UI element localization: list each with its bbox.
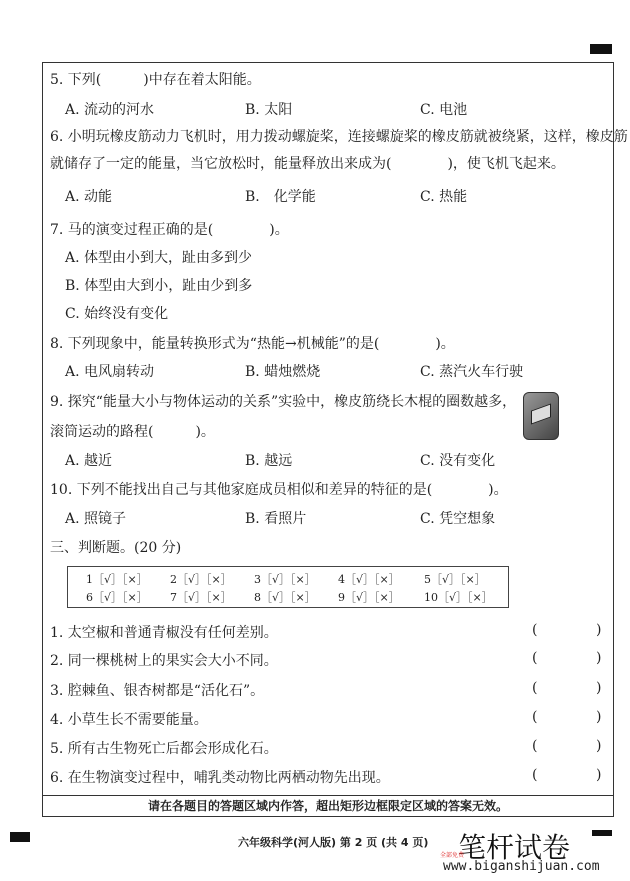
grid-cell[interactable]: 8［√］［×］ — [254, 591, 316, 604]
option: A. 体型由小到大，趾由多到少 — [65, 250, 253, 266]
notice: 请在各题目的答题区域内作答，超出矩形边框限定区域的答案无效。 — [42, 795, 614, 817]
option: C. 没有变化 — [420, 453, 496, 469]
answer-paren-open[interactable]: ( — [532, 709, 538, 725]
option: A. 照镜子 — [65, 511, 127, 527]
watermark-tag: 全部免费 — [440, 852, 465, 859]
option: C. 电池 — [420, 102, 468, 118]
option: B. 越远 — [245, 453, 293, 469]
grid-cell[interactable]: 1［√］［×］ — [86, 573, 148, 586]
answer-paren-close[interactable]: ) — [596, 680, 602, 696]
judgment-item: 2. 同一棵桃树上的果实会大小不同。 — [50, 653, 278, 669]
grid-cell[interactable]: 6［√］［×］ — [86, 591, 148, 604]
option: B. 蜡烛燃烧 — [245, 364, 321, 380]
option: B. 体型由大到小，趾由少到多 — [65, 278, 253, 294]
option: C. 凭空想象 — [420, 511, 496, 527]
option: A. 电风扇转动 — [65, 364, 155, 380]
answer-paren-open[interactable]: ( — [532, 738, 538, 754]
answer-paren-close[interactable]: ) — [596, 650, 602, 666]
option: A. 流动的河水 — [65, 102, 155, 118]
option: B. 看照片 — [245, 511, 307, 527]
answer-paren-close[interactable]: ) — [596, 709, 602, 725]
watermark-title: 笔杆试卷 — [458, 831, 571, 864]
option: A. 越近 — [65, 453, 113, 469]
answer-paren-close[interactable]: ) — [596, 767, 602, 783]
option: B. 化学能 — [245, 189, 316, 205]
registration-mark — [590, 44, 612, 54]
question-7: 7. 马的演变过程正确的是( )。 — [50, 222, 289, 238]
section-title: 三、判断题。(20 分) — [50, 540, 182, 556]
grid-cell[interactable]: 4［√］［×］ — [338, 573, 400, 586]
judgment-item: 4. 小草生长不需要能量。 — [50, 712, 208, 728]
grid-cell[interactable]: 7［√］［×］ — [170, 591, 232, 604]
question-8: 8. 下列现象中，能量转换形式为“热能→机械能”的是( )。 — [50, 336, 455, 352]
question-9: 9. 探究“能量大小与物体运动的关系”实验中，橡皮筋绕长木棍的圈数越多， — [50, 394, 517, 410]
grid-cell[interactable]: 9［√］［×］ — [338, 591, 400, 604]
option: C. 热能 — [420, 189, 468, 205]
answer-paren-open[interactable]: ( — [532, 622, 538, 638]
judgment-item: 3. 腔棘鱼、银杏树都是“活化石”。 — [50, 683, 265, 699]
question-5: 5. 下列( )中存在着太阳能。 — [50, 72, 261, 88]
grid-cell[interactable]: 10［√］［×］ — [424, 591, 493, 604]
option: C. 蒸汽火车行驶 — [420, 364, 524, 380]
judgment-item: 5. 所有古生物死亡后都会形成化石。 — [50, 741, 278, 757]
answer-paren-open[interactable]: ( — [532, 680, 538, 696]
watermark-url[interactable]: www.biganshijuan.com — [443, 859, 600, 874]
question-6: 6. 小明玩橡皮筋动力飞机时，用力拨动螺旋桨，连接螺旋桨的橡皮筋就被绕紧，这样，橡皮筋 — [50, 129, 628, 145]
grid-cell[interactable]: 2［√］［×］ — [170, 573, 232, 586]
answer-paren-close[interactable]: ) — [596, 622, 602, 638]
question-10: 10. 下列不能找出自己与其他家庭成员相似和差异的特征的是( )。 — [50, 482, 508, 498]
option: C. 始终没有变化 — [65, 306, 169, 322]
question-9-cont: 滚筒运动的路程( )。 — [50, 424, 215, 440]
option: B. 太阳 — [245, 102, 293, 118]
answer-paren-open[interactable]: ( — [532, 650, 538, 666]
page-footer: 六年级科学(河人版) 第 2 页 (共 4 页) — [238, 836, 429, 849]
judgment-item: 1. 太空椒和普通青椒没有任何差别。 — [50, 625, 278, 641]
option: A. 动能 — [65, 189, 113, 205]
grid-cell[interactable]: 3［√］［×］ — [254, 573, 316, 586]
registration-mark — [10, 832, 30, 842]
question-6-cont: 就储存了一定的能量，当它放松时，能量释放出来成为( )，使飞机飞起来。 — [50, 156, 565, 172]
judgment-item: 6. 在生物演变过程中，哺乳类动物比两栖动物先出现。 — [50, 770, 390, 786]
answer-paren-open[interactable]: ( — [532, 767, 538, 783]
grid-cell[interactable]: 5［√］［×］ — [424, 573, 486, 586]
roller-image — [523, 392, 559, 440]
registration-mark — [592, 830, 612, 836]
answer-grid — [67, 566, 509, 608]
answer-paren-close[interactable]: ) — [596, 738, 602, 754]
